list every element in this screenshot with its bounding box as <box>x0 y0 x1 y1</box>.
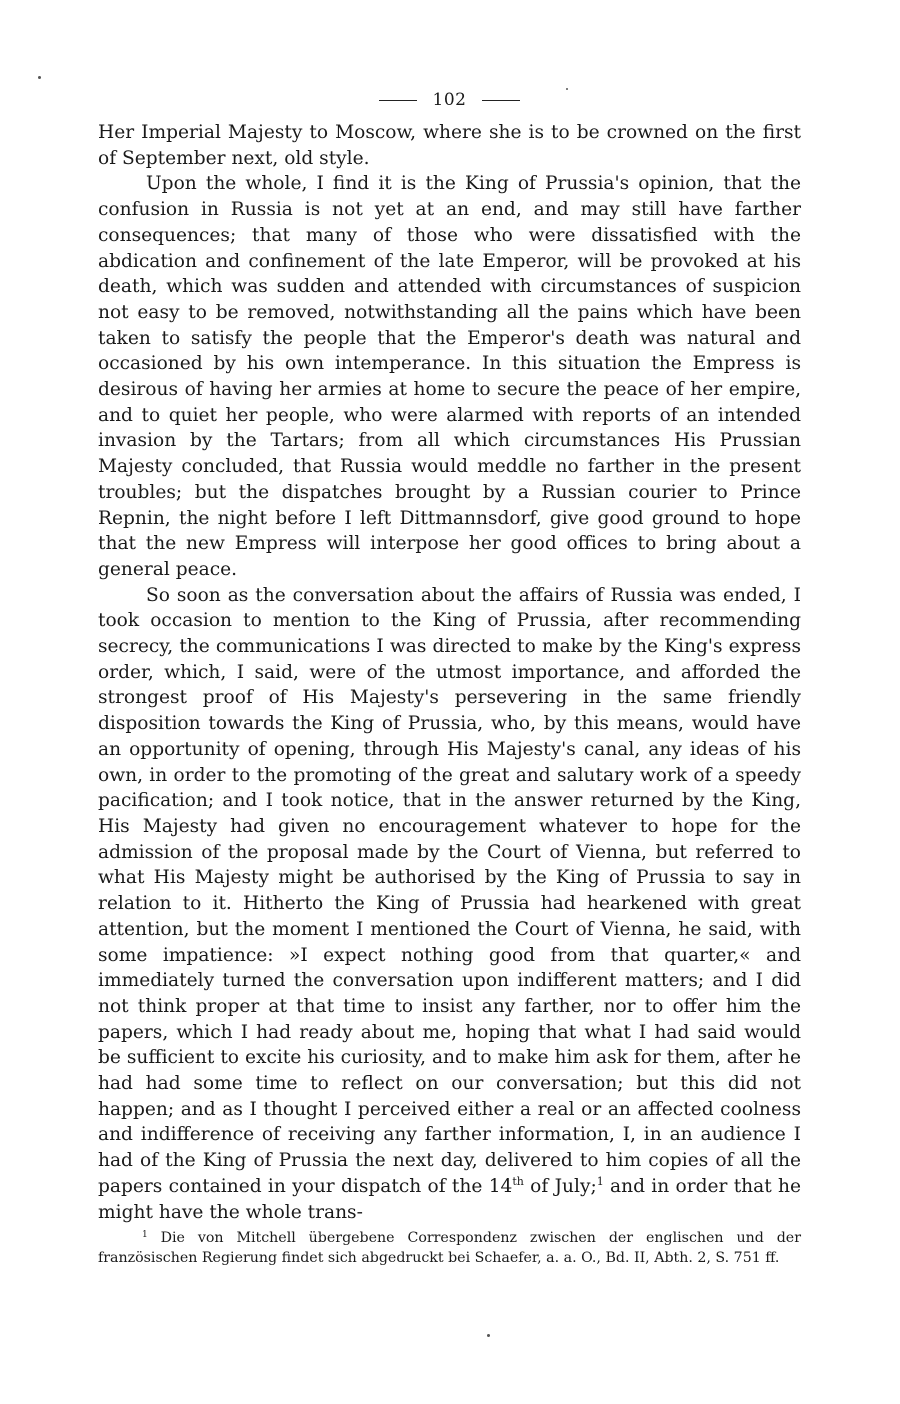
header-rule-right <box>482 100 520 101</box>
paragraph-text: So soon as the conversation about the affairs of Russia was ended, I took occasion to mention to the King of Prussia, after recommending secrecy, the communications I was directed to make by the King's express order, which, I said, were of the utmost importance, and afforded the strongest proof of His Majesty's persevering in the same friendly disposition towards the King of Prussia, who, by this means, would have an opportunity of opening, through His Majesty's canal, any ideas of his own, in order to the promoting of the great and salutary work of a speedy pacification; and I took notice, that in the answer returned by the King, His Majesty had given no encouragement whatever to hope for the admission of the proposal made by the Court of Vienna, but referred to what His Majesty might be authorised by the King of Prussia to say in relation to it. Hitherto the King of Prussia had hearkened with great attention, but the moment I mentioned the Court of Vienna, he said, with some impatience: »I expect nothing good from that quarter,« and immediately turned the conversation upon indifferent matters; and I did not think proper at that time to insist any farther, nor to offer him the papers, which I had ready about me, hoping that what I had said would be sufficient to excite his curiosity, and to make him ask for them, after he had had some time to reflect on our conversation; but this did not happen; and as I thought I perceived either a real or an affected coolness and indifference of receiving any farther information, I, in an audience I had of the King of Prussia the next day, delivered to him copies of all the papers contained in your dispatch of the 14 <box>98 584 801 1197</box>
paragraph <box>98 583 801 1226</box>
footnote-marker: 1 <box>596 1174 604 1188</box>
paragraph: Her Imperial Majesty to Moscow, where she is to be crowned on the first of September next, old style. <box>98 122 801 169</box>
footnote-number: 1 <box>142 1230 148 1241</box>
header-rule-left <box>379 100 417 101</box>
ordinal-suffix: th <box>512 1174 524 1188</box>
body-text <box>98 120 801 1225</box>
paragraph: Upon the whole, I find it is the King of Prussia's opinion, that the confusion in Russia is not yet at an end, and may still have farther consequences; that many of those who were dissatisfied with the abdication and confinement of the late Emperor, will be provoked at his death, which was sudden and attended with circumstances of suspicion not easy to be removed, notwithstanding all the pains which have been taken to satisfy the people that the Emperor's death was natural and occasioned by his own intemperance. In this situation the Empress is desirous of having her armies at home to secure the peace of her empire, and to quiet her people, who were alarmed with reports of an intended invasion by the Tartars; from all which circumstances His Prussian Majesty concluded, that Russia would meddle no farther in the present troubles; but the dispatches brought by a Russian courier to Prince Repnin, the night before I left Dittmannsdorf, give good ground to hope that the new Empress will interpose her good offices to bring about a general peace. <box>98 173 801 580</box>
scan-speck <box>487 1334 490 1337</box>
page-number: 102 <box>432 90 467 110</box>
footnote <box>98 1229 801 1268</box>
scan-speck <box>38 76 41 79</box>
paragraph-text: of July; <box>523 1175 597 1197</box>
paragraph-text: and in order that he might have the whole trans- <box>98 1175 801 1223</box>
page-header <box>98 84 801 116</box>
book-page <box>98 84 801 1268</box>
footnote-text: Die von Mitchell übergebene Correspondenz zwischen der englischen und der französischen Regierung findet sich abgedruckt bei Schaefer, a. a. O., Bd. II, Abth. 2, S. 751 ff. <box>98 1230 801 1266</box>
